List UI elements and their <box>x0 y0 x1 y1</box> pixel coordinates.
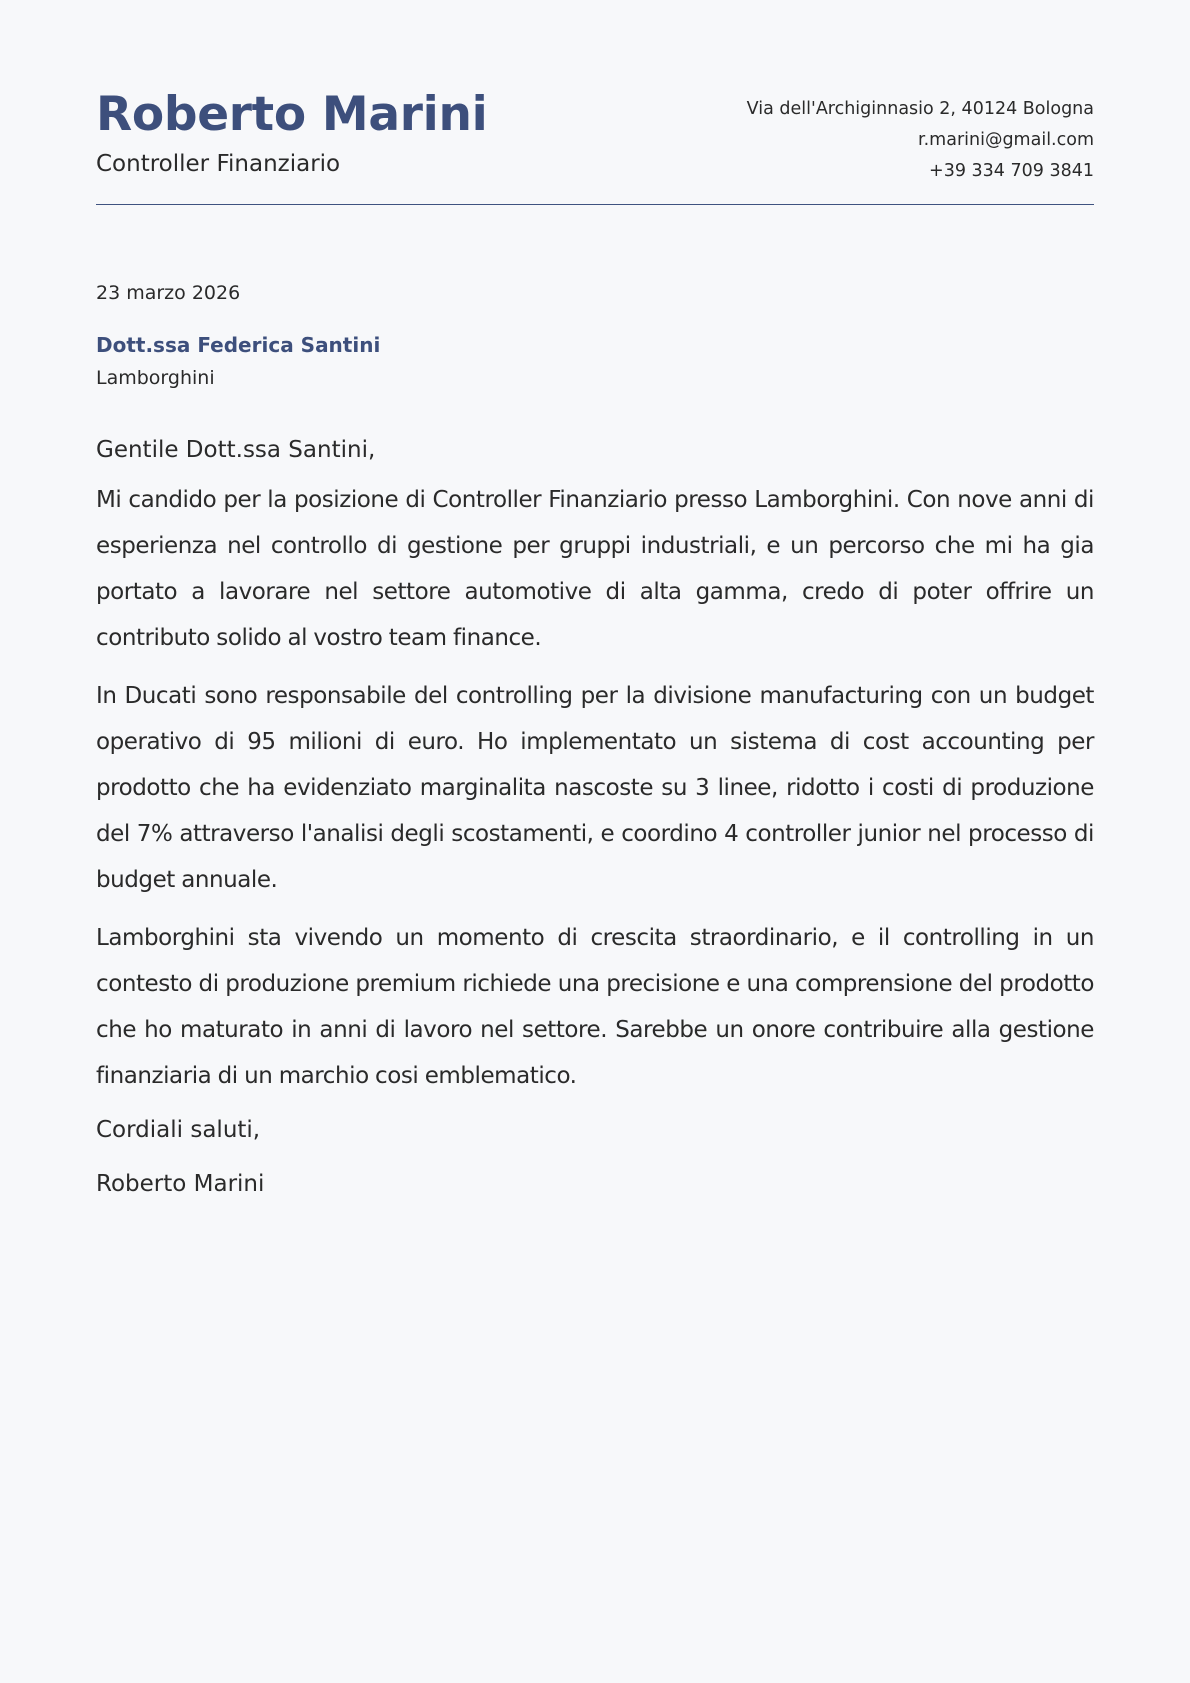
sender-title: Controller Finanziario <box>96 151 341 177</box>
signature: Roberto Marini <box>96 1171 265 1197</box>
letter-date: 23 marzo 2026 <box>96 282 241 304</box>
salutation: Gentile Dott.ssa Santini, <box>96 437 376 463</box>
sender-name: Roberto Marini <box>96 87 488 142</box>
body-paragraph-intro: Mi candido per la posizione di Controller Finanziario presso Lamborghini. Con nove anni di esperienza nel controllo di gestione per gruppi industriali, e un percorso che mi ha gia portato a lavorare nel settore automotive di alta gamma, credo di poter offrire un contributo solido al vostro team finance. <box>96 487 1094 651</box>
body-paragraph-motivation: Lamborghini sta vivendo un momento di crescita straordinario, e il controlling in un contesto di produzione premium richiede una precisione e una comprensione del prodotto che ho maturato in anni di lavoro nel settore. Sarebbe un onore contribuire alla gestione finanziaria di un marchio cosi emblematico. <box>96 925 1094 1089</box>
closing: Cordiali saluti, <box>96 1117 261 1143</box>
recipient-name: Dott.ssa Federica Santini <box>96 333 381 357</box>
contact-block <box>747 86 1094 187</box>
contact-phone: +39 334 709 3841 <box>929 161 1094 181</box>
contact-email: r.marini@gmail.com <box>918 130 1094 150</box>
body-paragraph-experience: In Ducati sono responsabile del controlling per la divisione manufacturing con un budget operativo di 95 milioni di euro. Ho implementato un sistema di cost accounting per prodotto che ha evidenziato marginalita nascoste su 3 linee, ridotto i costi di produzione del 7% attraverso l'analisi degli scostamenti, e coordino 4 controller junior nel processo di budget annuale. <box>96 683 1094 893</box>
contact-address: Via dell'Archiginnasio 2, 40124 Bologna <box>746 99 1094 119</box>
sender-block <box>96 86 487 178</box>
letter-header <box>96 86 1094 205</box>
recipient-company: Lamborghini <box>96 367 215 389</box>
